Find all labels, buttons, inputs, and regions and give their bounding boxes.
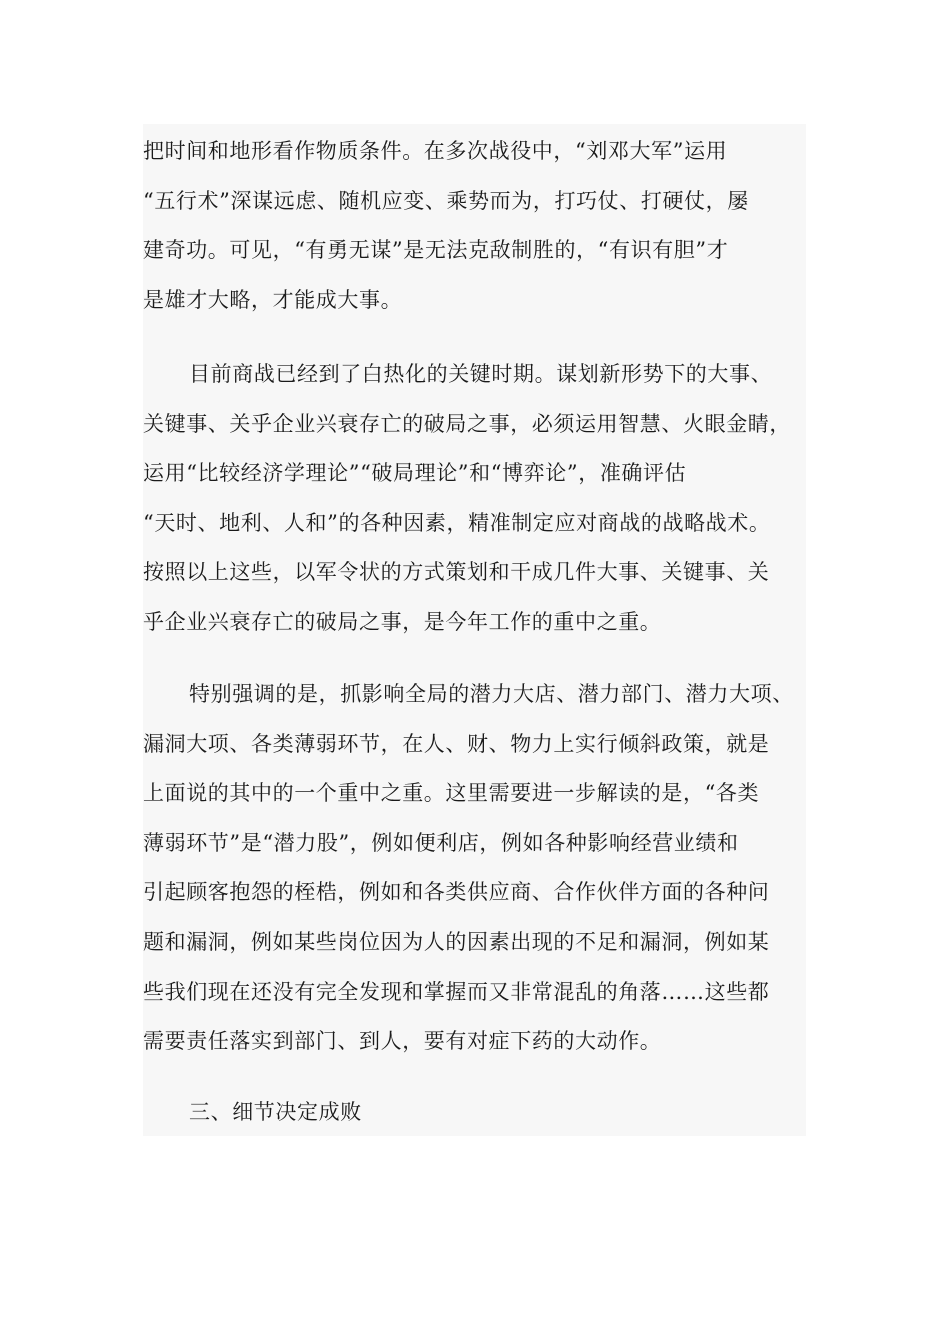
text-line: 需要责任落实到部门、到人，要有对症下药的大动作。 (143, 1029, 662, 1054)
text-line: 按照以上这些，以军令状的方式策划和干成几件大事、关键事、关 (143, 560, 770, 585)
text-line: “五行术”深谋远虑、随机应变、乘势而为，打巧仗、打硬仗，屡 (143, 188, 749, 213)
text-line: 题和漏洞，例如某些岗位因为人的因素出现的不足和漏洞，例如某 (143, 929, 770, 954)
section-heading (143, 1088, 823, 1138)
text-line: 漏洞大项、各类薄弱环节，在人、财、物力上实行倾斜政策，就是 (143, 731, 770, 756)
paragraph-1 (143, 127, 823, 325)
text-line: 运用“比较经济学理论”“破局理论”和“博弈论”，准确评估 (143, 461, 687, 486)
text-line: 上面说的其中的一个重中之重。这里需要进一步解读的是，“各类 (143, 781, 760, 806)
text-line: 是雄才大略，才能成大事。 (143, 287, 403, 312)
text-line: 建奇功。可见，“有勇无谋”是无法克敌制胜的，“有识有胆”才 (143, 238, 729, 263)
section-heading-text: 三、细节决定成败 (189, 1100, 362, 1124)
text-line: 些我们现在还没有完全发现和掌握而又非常混乱的角落……这些都 (143, 979, 770, 1004)
paragraph-3 (143, 670, 823, 1067)
text-line: 特别强调的是，抓影响全局的潜力大店、潜力部门、潜力大项、 (189, 682, 794, 706)
text-line: 引起顾客抱怨的桎梏，例如和各类供应商、合作伙伴方面的各种问 (143, 880, 770, 905)
text-line: 目前商战已经到了白热化的关键时期。谋划新形势下的大事、 (189, 362, 773, 386)
text-line: “天时、地利、人和”的各种因素，精准制定应对商战的战略战术。 (143, 510, 771, 535)
text-line: 把时间和地形看作物质条件。在多次战役中，“刘邓大军”运用 (143, 139, 728, 163)
text-line: 乎企业兴衰存亡的破局之事，是今年工作的重中之重。 (143, 609, 662, 634)
text-line: 薄弱环节”是“潜力股”，例如便利店，例如各种影响经营业绩和 (143, 830, 739, 855)
text-line: 关键事、关乎企业兴衰存亡的破局之事，必须运用智慧、火眼金睛， (143, 411, 791, 436)
paragraph-2 (143, 350, 823, 648)
